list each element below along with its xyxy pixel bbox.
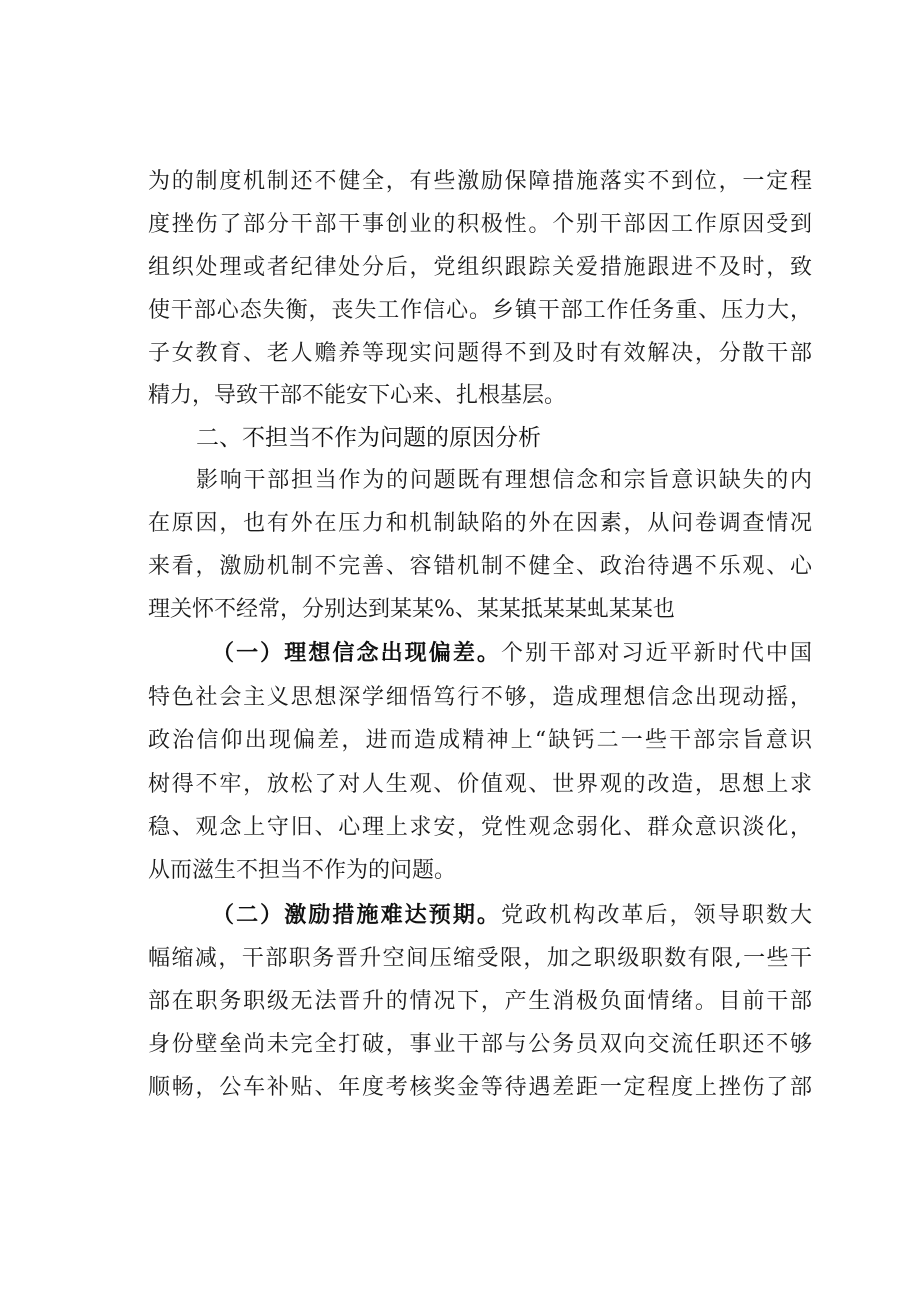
- intro-text-line: 影响干部担当作为的问题既有理想信念和宗旨意识缺失的内: [196, 468, 812, 493]
- subsection-1-line: 稳、观念上守旧、心理上求安，党性观念弱化、群众意识淡化，: [148, 815, 812, 840]
- intro-text-line: 来看，激励机制不完善、容错机制不健全、政治待遇不乐观、心: [148, 554, 812, 579]
- intro-text-line: 理关怀不经常，分别达到某某%、某某抵某某虬某某也: [148, 597, 675, 622]
- body-text-line: 为的制度机制还不健全，有些激励保障措施落实不到位，一定程: [148, 169, 812, 194]
- subsection-2-line: 幅缩减，干部职务晋升空间压缩受限，加之职级职数有限,一些干: [148, 946, 812, 971]
- subsection-2-line: 身份壁垒尚未完全打破，事业干部与公务员双向交流任职还不够: [148, 1032, 812, 1057]
- subsection-1-line: 政治信仰出现偏差，进而造成精神上“缺钙二一些干部宗旨意识: [148, 728, 812, 753]
- subsection-2-line: 部在职务职级无法晋升的情况下，产生消极负面情绪。目前干部: [148, 989, 812, 1014]
- body-text-line: 组织处理或者纪律处分后，党组织跟踪关爱措施跟进不及时，致: [148, 255, 812, 280]
- subsection-1-line: 从而滋生不担当不作为的问题。: [148, 858, 457, 883]
- body-text-line: 使干部心态失衡，丧失工作信心。乡镇干部工作任务重、压力大，: [148, 298, 812, 323]
- subsection-1-text: 个别干部对习近平新时代中国: [501, 641, 812, 666]
- subsection-2-first-line: [212, 894, 812, 937]
- subsection-1-line: 树得不牢，放松了对人生观、价值观、世界观的改造，思想上求: [148, 772, 812, 797]
- subsection-1-title: （一）理想信念出现偏差。: [212, 641, 501, 666]
- subsection-1-first-line: [212, 632, 812, 675]
- subsection-2-title: （二）激励措施难达预期。: [212, 903, 501, 928]
- intro-text-line: 在原因，也有外在压力和机制缺陷的外在因素，从问卷调查情况: [148, 511, 812, 536]
- subsection-2-text: 党政机构改革后，领导职数大: [501, 903, 812, 928]
- body-text-line: 子女教育、老人赡养等现实问题得不到及时有效解决，分散干部: [148, 341, 812, 366]
- subsection-1-line: 特色社会主义思想深学细悟笃行不够，造成理想信念出现动摇，: [148, 685, 812, 710]
- section-heading: 二、不担当不作为问题的原因分析: [196, 425, 541, 451]
- body-text-line: 度挫伤了部分干部干事创业的积极性。个别干部因工作原因受到: [148, 212, 812, 237]
- subsection-2-line: 顺畅，公车补贴、年度考核奖金等待遇差距一定程度上挫伤了部: [148, 1075, 812, 1100]
- body-text-line: 精力，导致干部不能安下心来、扎根基层。: [148, 383, 567, 408]
